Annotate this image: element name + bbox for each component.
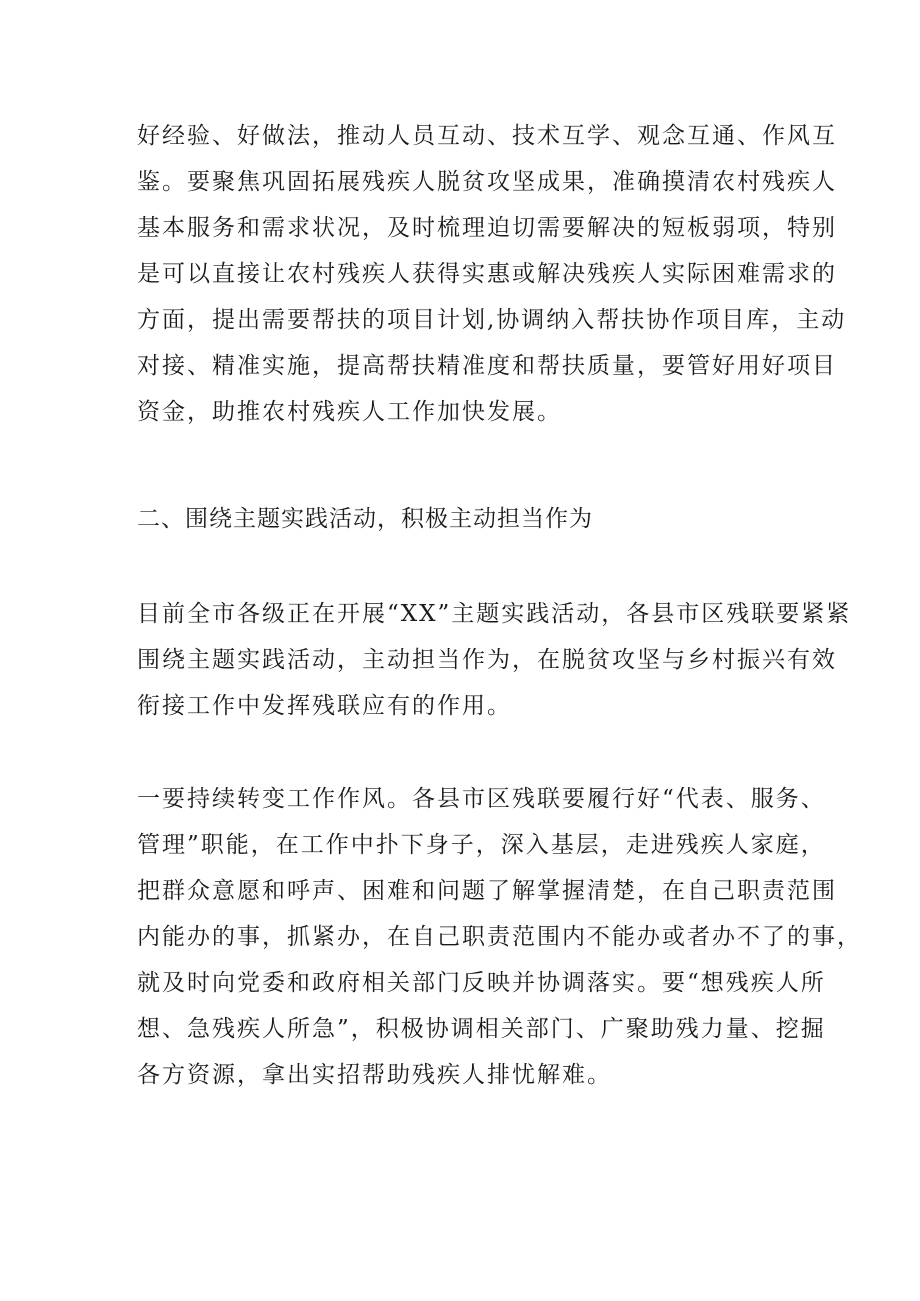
paragraph-2-line-2: 围绕主题实践活动，主动担当作为，在脱贫攻坚与乡村振兴有效 <box>137 647 837 673</box>
paragraph-1-line-7: 资金，助推农村残疾人工作加快发展。 <box>137 399 562 425</box>
paragraph-1-line-5: 方面，提出需要帮扶的项目计划,协调纳入帮扶协作项目库，主动 <box>137 307 847 333</box>
paragraph-1-line-2: 鉴。要聚焦巩固拓展残疾人脱贫攻坚成果，准确摸清农村残疾人 <box>137 169 837 195</box>
paragraph-1-line-3: 基本服务和需求状况，及时梳理迫切需要解决的短板弱项，特别 <box>137 215 837 241</box>
paragraph-3-line-7: 各方资源，拿出实招帮助残疾人排忧解难。 <box>137 1062 612 1088</box>
paragraph-3-line-4: 内能办的事，抓紧办，在自己职责范围内不能办或者办不了的事， <box>137 924 862 950</box>
paragraph-3-line-3: 把群众意愿和呼声、困难和问题了解掌握清楚，在自己职责范围 <box>137 878 837 904</box>
paragraph-2-line-1: 目前全市各级正在开展“XX”主题实践活动，各县市区残联要紧紧 <box>137 601 852 627</box>
paragraph-3-line-5: 就及时向党委和政府相关部门反映并协调落实。要“想残疾人所 <box>137 970 826 996</box>
paragraph-3-line-1: 一要持续转变工作作风。各县市区残联要履行好“代表、服务、 <box>137 786 826 812</box>
paragraph-1-line-4: 是可以直接让农村残疾人获得实惠或解决残疾人实际困难需求的 <box>137 261 837 287</box>
paragraph-3-line-6: 想、急残疾人所急”，积极协调相关部门、广聚助残力量、挖掘 <box>137 1016 826 1042</box>
paragraph-1-line-6: 对接、精准实施，提高帮扶精准度和帮扶质量，要管好用好项目 <box>137 353 837 379</box>
paragraph-2-line-3: 衔接工作中发挥残联应有的作用。 <box>137 693 512 719</box>
paragraph-3-line-2: 管理”职能，在工作中扑下身子，深入基层，走进残疾人家庭， <box>137 832 826 858</box>
paragraph-1-line-1: 好经验、好做法，推动人员互动、技术互学、观念互通、作风互 <box>137 123 837 149</box>
section-heading-2: 二、围绕主题实践活动，积极主动担当作为 <box>137 506 593 532</box>
